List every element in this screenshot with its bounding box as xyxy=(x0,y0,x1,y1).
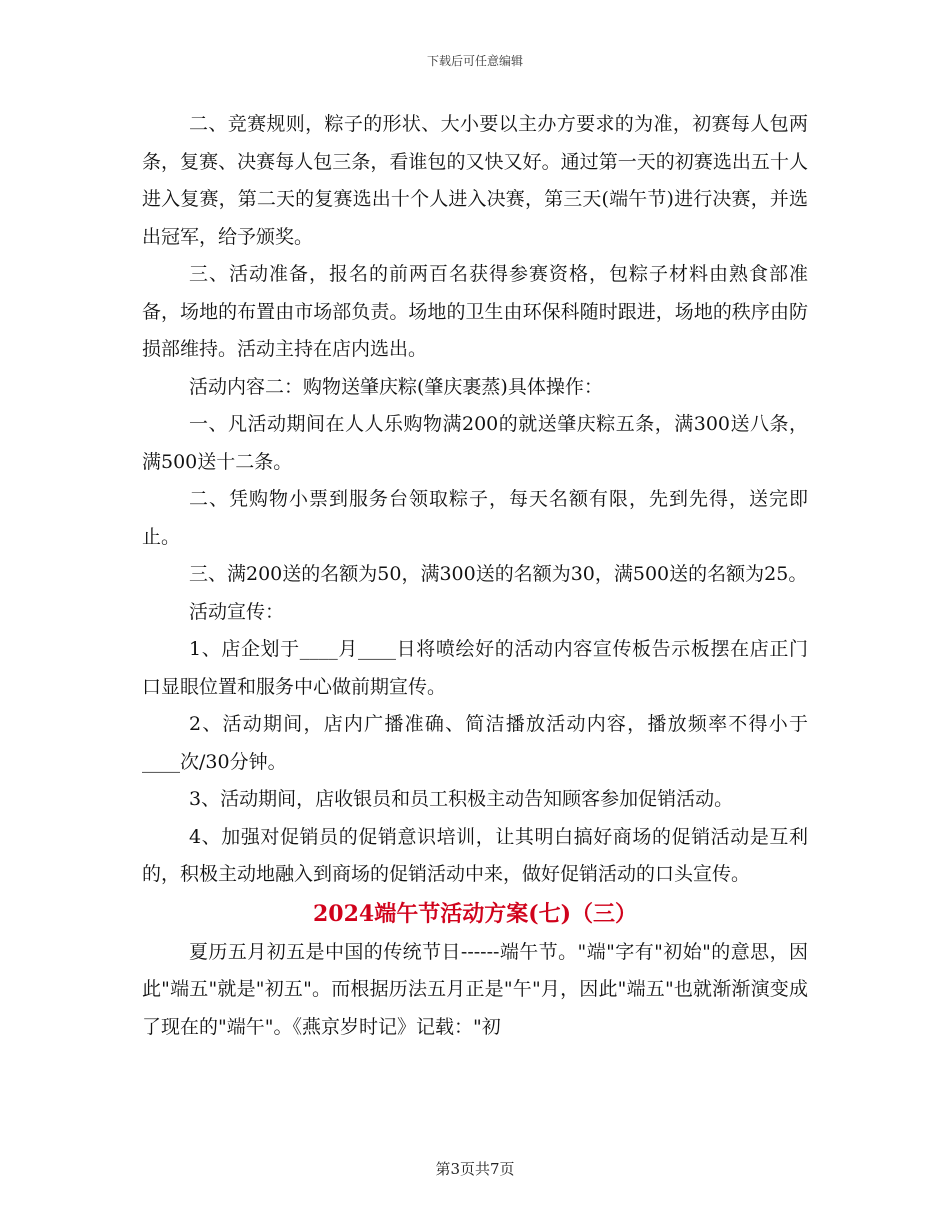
paragraph: 2、活动期间，店内广播准确、简洁播放活动内容，播放频率不得小于____次/30分钟。 xyxy=(142,713,808,773)
paragraph: 夏历五月初五是中国的传统节日------端午节。"端"字有"初始"的意思，因此"端五"就是"初五"。而根据历法五月正是"午"月，因此"端五"也就渐渐演变成了现在的"端午"。《燕京岁时记》记载："初 xyxy=(142,940,808,1038)
section-title: 2024端午节活动方案(七)（三） xyxy=(312,900,638,927)
paragraph: 4、加强对促销员的促销意识培训，让其明白搞好商场的促销活动是互利的，积极主动地融入到商场的促销活动中来，做好促销活动的口头宣传。 xyxy=(142,825,808,885)
page-footer: 第3页共7页 xyxy=(435,1160,515,1178)
page-header: 下载后可任意编辑 xyxy=(426,54,523,68)
paragraph: 1、店企划于____月____日将喷绘好的活动内容宣传板告示板摆在店正门口显眼位置和服务中心做前期宣传。 xyxy=(142,638,808,698)
paragraph: 二、凭购物小票到服务台领取粽子，每天名额有限，先到先得，送完即止。 xyxy=(142,488,808,548)
paragraph: 3、活动期间，店收银员和员工积极主动告知顾客参加促销活动。 xyxy=(189,788,734,810)
paragraph: 活动内容二：购物送肇庆粽(肇庆裹蒸)具体操作： xyxy=(189,375,603,398)
paragraph: 三、满200送的名额为50，满300送的名额为30，满500送的名额为25。 xyxy=(189,563,808,585)
paragraph: 一、凡活动期间在人人乐购物满200的就送肇庆粽五条，满300送八条，满500送十二条。 xyxy=(142,413,808,473)
document-body xyxy=(142,106,808,1046)
paragraph: 三、活动准备，报名的前两百名获得参赛资格，包粽子材料由熟食部准备，场地的布置由市场部负责。场地的卫生由环保科随时跟进，场地的秩序由防损部维持。活动主持在店内选出。 xyxy=(142,263,808,360)
paragraph: 二、竞赛规则，粽子的形状、大小要以主办方要求的为准，初赛每人包两条，复赛、决赛每人包三条，看谁包的又快又好。通过第一天的初赛选出五十人进入复赛，第二天的复赛选出十个人进入决赛，第三天(端午节)进行决赛，并选出冠军，给予颁奖。 xyxy=(142,113,808,248)
paragraph: 活动宣传： xyxy=(189,600,285,623)
